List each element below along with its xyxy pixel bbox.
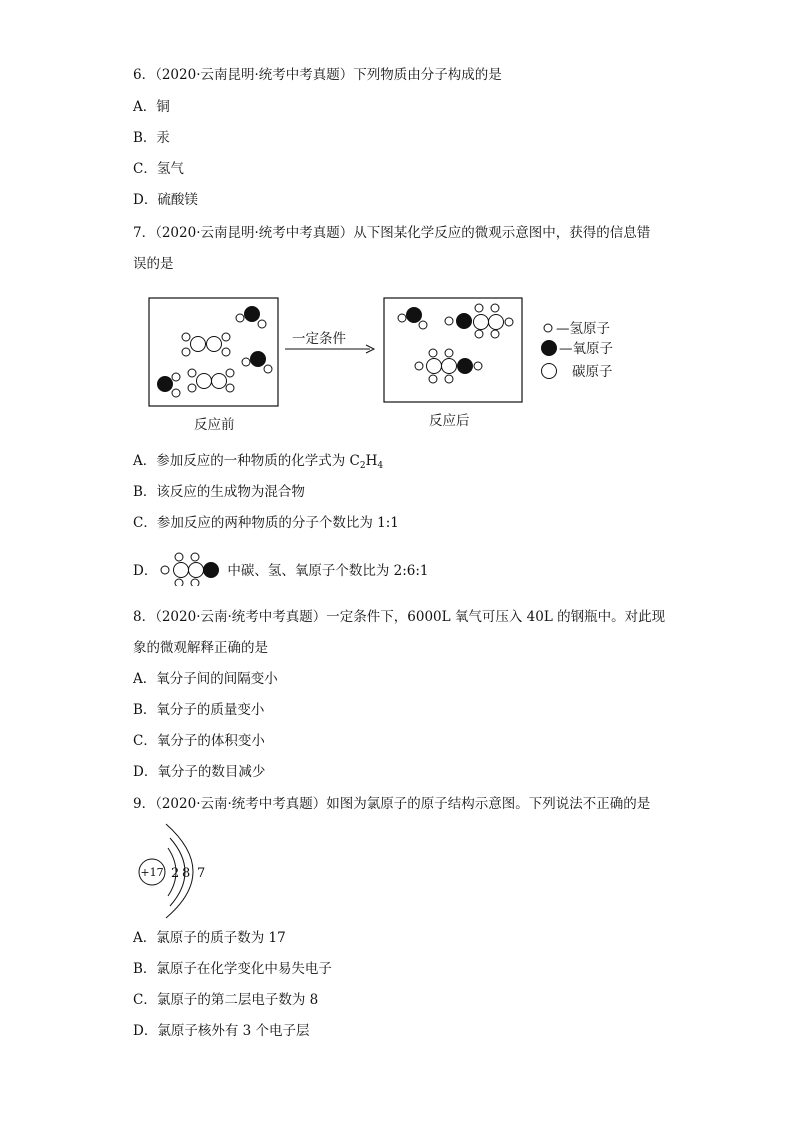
q8-option-c: C．氧分子的体积变小 xyxy=(133,733,265,749)
legend-hydrogen: —氢原子 xyxy=(556,321,610,337)
q9-option-a: A．氯原子的质子数为 17 xyxy=(133,930,286,946)
legend-oxygen: —氧原子 xyxy=(559,341,613,357)
q9-option-c: C．氯原子的第二层电子数为 8 xyxy=(133,992,319,1008)
q7-option-d-label: D． xyxy=(133,563,158,579)
label-after: 反应后 xyxy=(429,413,470,429)
reaction-condition: 一定条件 xyxy=(292,331,346,347)
q8-option-a: A．氧分子间的间隔变小 xyxy=(133,671,278,687)
q8-option-b: B．氧分子的质量变小 xyxy=(133,702,265,718)
q9-stem: 9．（2020·云南·统考中考真题）如图为氯原子的原子结构示意图。下列说法不正确的是 xyxy=(133,796,651,812)
subscript: 4 xyxy=(377,461,384,471)
q8-stem-line2: 象的微观解释正确的是 xyxy=(133,640,268,656)
q7-option-b: B．该反应的生成物为混合物 xyxy=(133,484,305,500)
q7-option-a-h: H xyxy=(365,453,378,469)
shell-3-electrons: 7 xyxy=(197,866,206,881)
label-before: 反应前 xyxy=(194,417,235,433)
q7-stem-line2: 误的是 xyxy=(133,256,174,272)
q8-stem-line1: 8．（2020·云南·统考中考真题）一定条件下，6000L 氧气可压入 40L 的钢瓶中。对此现 xyxy=(133,609,666,625)
q6-stem: 6．（2020·云南昆明·统考中考真题）下列物质由分子构成的是 xyxy=(133,67,502,83)
q7-option-c: C．参加反应的两种物质的分子个数比为 1:1 xyxy=(133,515,399,531)
q8-option-d: D．氧分子的数目减少 xyxy=(133,764,266,780)
q6-option-c: C．氢气 xyxy=(133,161,184,177)
q6-option-b: B．汞 xyxy=(133,130,170,146)
q7-stem-line1: 7．（2020·云南昆明·统考中考真题）从下图某化学反应的微观示意图中，获得的信息错 xyxy=(133,225,651,241)
nucleus-charge: +17 xyxy=(140,866,164,879)
q7-option-a-text: A．参加反应的一种物质的化学式为 C xyxy=(133,453,360,469)
shell-2-electrons: 8 xyxy=(182,866,191,881)
q9-option-b: B．氯原子在化学变化中易失电子 xyxy=(133,961,332,977)
shell-1-electrons: 2 xyxy=(171,866,180,881)
q6-option-d: D．硫酸镁 xyxy=(133,192,198,208)
q9-option-d: D．氯原子核外有 3 个电子层 xyxy=(133,1023,310,1039)
subscript: 2 xyxy=(359,461,366,471)
legend-carbon: 碳原子 xyxy=(572,364,613,380)
q7-option-d-text: 中碳、氢、氧原子个数比为 2:6:1 xyxy=(227,563,429,579)
q6-option-a: A．铜 xyxy=(133,99,170,115)
